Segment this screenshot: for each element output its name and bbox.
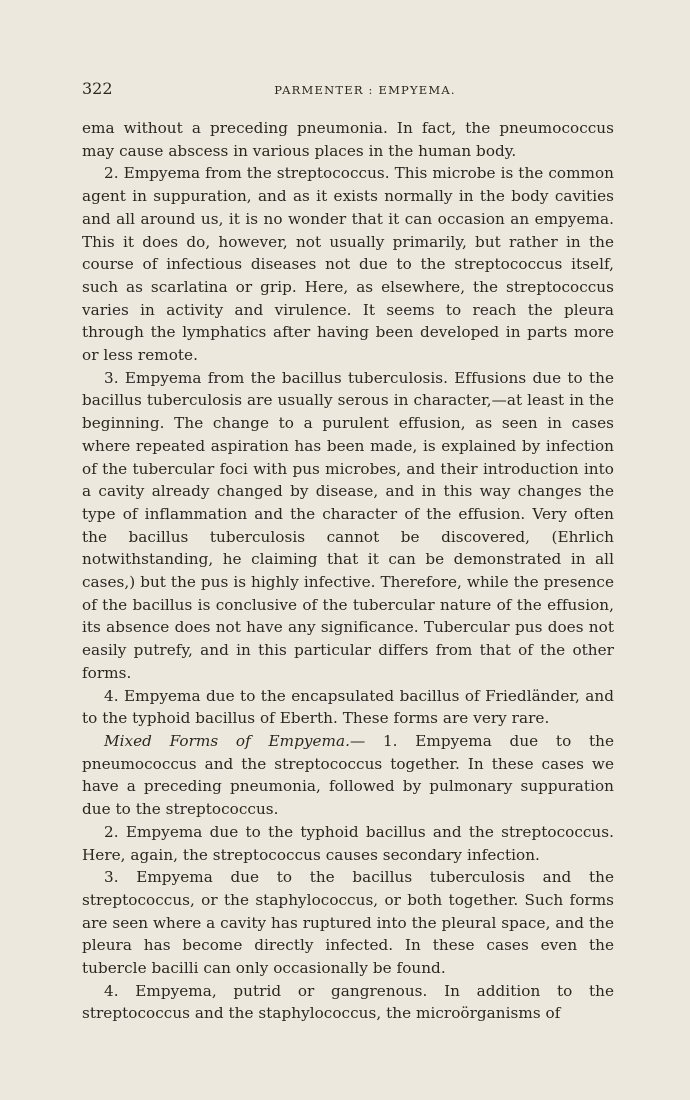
running-head: PARMENTER : EMPYEMA. bbox=[274, 83, 456, 97]
paragraph-friedlander: 4. Empyema due to the encapsulated bacillus of Friedländer, and to the typhoid bacillus of Eberth. These forms are very rare. bbox=[82, 686, 614, 728]
section-heading-mixed-forms: Mixed Forms of Empyema. bbox=[104, 731, 350, 750]
paragraph-tuberculosis: 3. Empyema from the bacillus tuberculosis. Effusions due to the bacillus tuberculosis are usually serous in character,—at least in the beginning. The change to a purulent effusion, as seen in cases where repeated aspiration has been made, is explained by infection of the tubercular foci with pus microbes, and their introduction into a cavity already changed by disease, and in this way changes the type of inflammation and the character of the effusion. Very often the bacillus tuberculosis cannot be discovered, (Ehrlich notwithstanding, he claiming that it can be demonstrated in all cases,) but the pus is highly infective. Therefore, while the presence of the bacillus is conclusive of the tubercular nature of the effusion, its absence does not have any significance. Tubercular pus does not easily putrefy, and in this particular differs from that of the other forms. bbox=[82, 368, 614, 682]
page-header bbox=[82, 78, 614, 100]
paragraph-putrid-gangrenous: 4. Empyema, putrid or gangrenous. In addition to the streptococcus and the staphylococcus, the microörganisms of bbox=[82, 981, 614, 1023]
body-text bbox=[82, 117, 614, 1025]
paragraph-mixed-forms bbox=[82, 730, 614, 821]
paragraph-streptococcus: 2. Empyema from the streptococcus. This microbe is the common agent in suppuration, and as it exists normally in the body cavities and all around us, it is no wonder that it can occasion an empyema. This it does do, however, not usually primarily, but rather in the course of infectious diseases not due to the streptococcus itself, such as scarlatina or grip. Here, as elsewhere, the streptococcus varies in activity and virulence. It seems to reach the pleura through the lymphatics after having been developed in parts more or less remote. bbox=[82, 164, 614, 365]
paragraph-tuberculosis-streptococcus: 3. Empyema due to the bacillus tuberculosis and the streptococcus, or the staphylococcus, or both together. Such forms are seen where a cavity has ruptured into the pleural space, and the pleura has become directly infected. In these cases even the tubercle bacilli can only occasionally be found. bbox=[82, 868, 614, 978]
paragraph-continuation: ema without a preceding pneumonia. In fact, the pneumococcus may cause abscess in various places in the human body. bbox=[82, 119, 614, 160]
page-number: 322 bbox=[82, 79, 113, 98]
paragraph-typhoid-streptococcus: 2. Empyema due to the typhoid bacillus and the streptococcus. Here, again, the streptococcus causes secondary infection. bbox=[82, 822, 614, 864]
paragraph-mixed-forms-text: — 1. Empyema due to the pneumococcus and the streptococcus together. In these cases we have a preceding pneumonia, followed by pulmonary suppuration due to the streptococcus. bbox=[82, 731, 615, 819]
